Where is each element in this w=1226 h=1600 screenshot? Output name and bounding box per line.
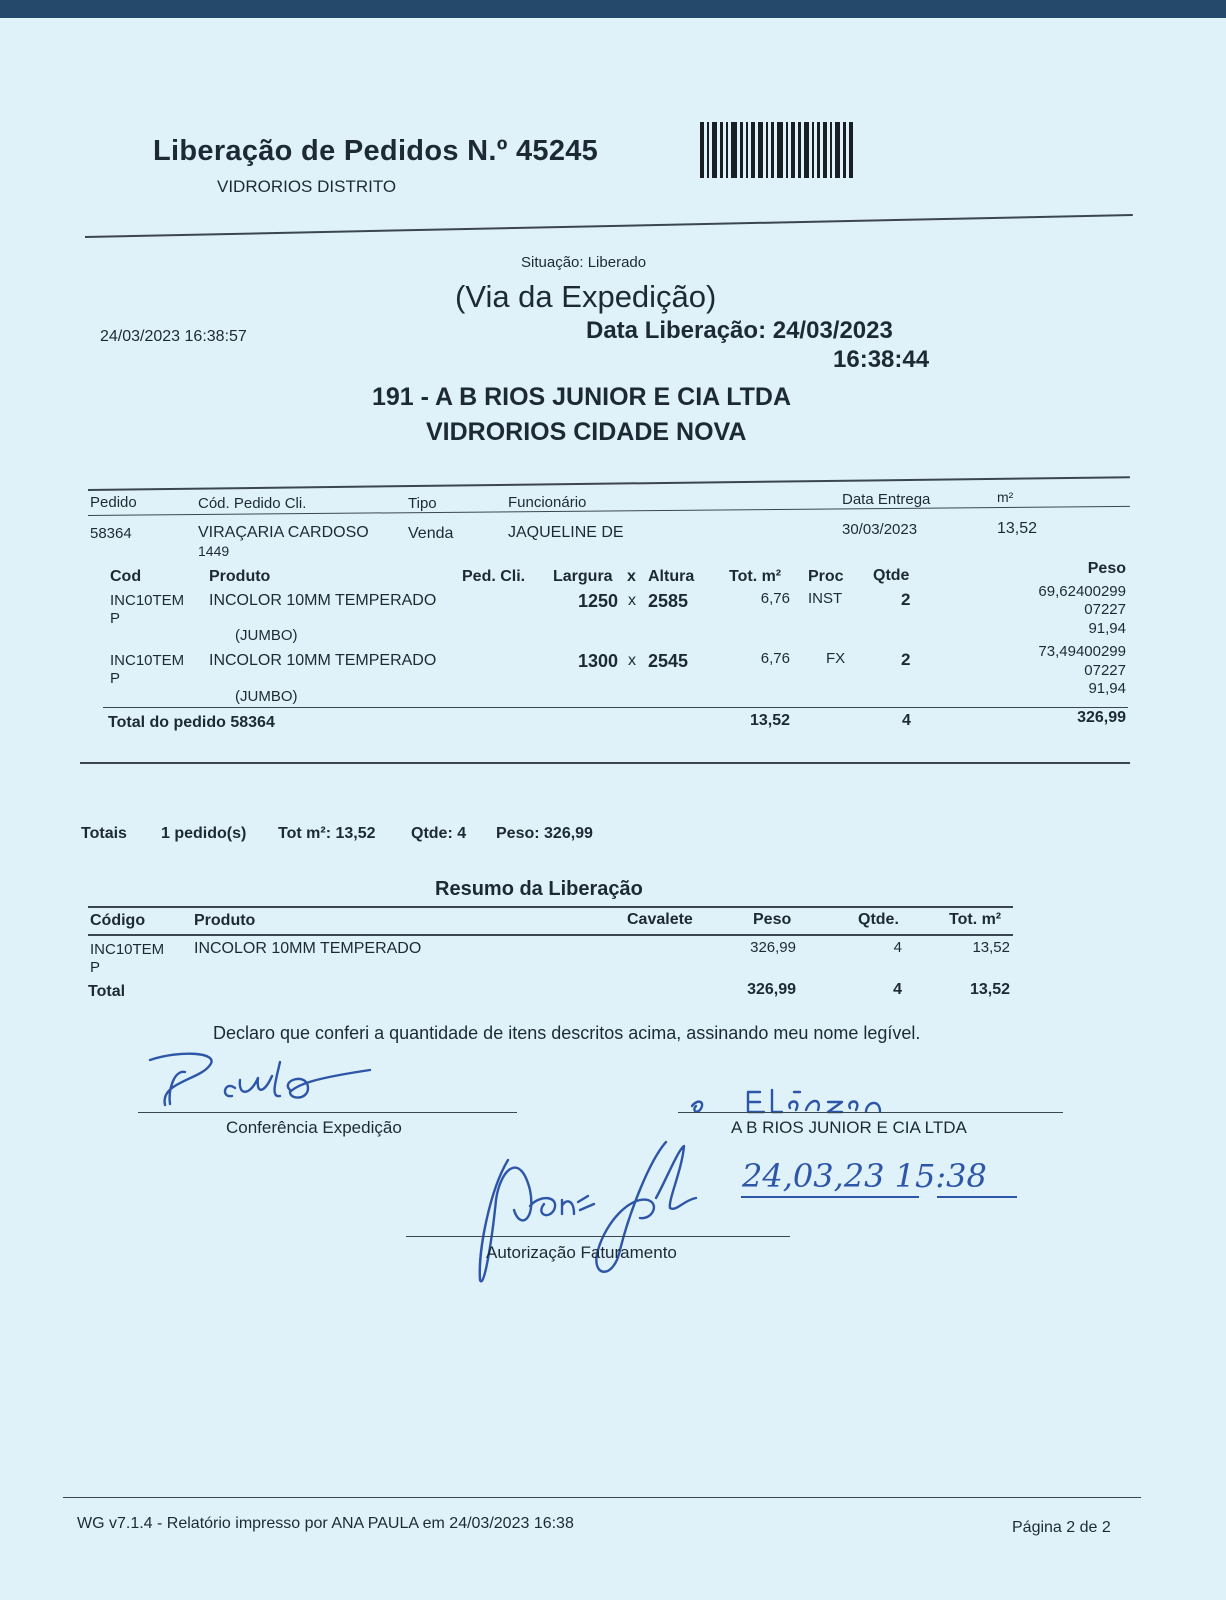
signature-label-autorizacao: Autorização Faturamento [486,1243,677,1262]
divider [88,476,1130,491]
item-proc: FX [826,650,846,667]
totals-label: Totais [81,825,127,842]
barcode [700,122,885,178]
item-largura: 1250 [577,591,618,611]
item-cod-line2: P [110,670,121,687]
col-header-largura: Largura [553,568,613,585]
signature-autorizacao [470,1140,710,1290]
item-qtde: 2 [901,590,911,609]
signature-line [406,1236,790,1237]
total-pedido-label: Total do pedido 58364 [108,714,275,731]
footer-printed-by: WG v7.1.4 - Relatório impresso por ANA PAULA em 24/03/2023 16:38 [77,1515,574,1532]
data-liberacao: Data Liberação: 24/03/2023 [586,317,893,344]
pedido-number: 58364 [90,525,132,542]
item-peso-line2: 07227 [1084,601,1126,618]
signature-line [678,1112,1063,1113]
item-produto-line2: (JUMBO) [235,627,298,644]
resumo-header-peso: Peso [753,911,792,928]
total-pedido-qtde: 4 [902,712,911,729]
resumo-header-produto: Produto [194,912,256,929]
company-name: VIDRORIOS DISTRITO [217,177,397,196]
item-tot-m2: 6,76 [760,590,790,607]
item-x: x [628,592,636,609]
handwritten-month: 03 [792,1157,834,1195]
col-header-cod: Cod [110,568,142,585]
total-pedido-peso: 326,99 [1077,709,1126,726]
resumo-header-tot-m2: Tot. m² [949,911,1002,928]
situacao-label: Situação: Liberado [521,254,647,271]
totals-qtde: Qtde: 4 [411,825,467,842]
col-header-altura: Altura [648,568,695,585]
resumo-title: Resumo da Liberação [435,878,643,900]
signature-conferencia [140,1050,390,1120]
totals-peso: Peso: 326,99 [496,825,593,842]
handwritten-time: 15:38 [894,1157,987,1195]
declaration-text: Declaro que conferi a quantidade de itens descritos acima, assinando meu nome legível. [213,1023,921,1043]
footer-divider [63,1497,1141,1498]
data-entrega-value: 30/03/2023 [842,521,918,538]
cod-pedido-cli-line2: 1449 [198,543,230,559]
data-liberacao-time: 16:38:44 [833,346,930,373]
item-produto: INCOLOR 10MM TEMPERADO [209,652,437,669]
print-timestamp: 24/03/2023 16:38:57 [100,328,247,345]
resumo-codigo: INC10TEM [90,941,165,958]
col-header-proc: Proc [808,568,844,585]
resumo-total-tot-m2: 13,52 [969,981,1010,998]
divider [88,934,1013,936]
resumo-qtde: 4 [893,939,902,956]
item-x: x [628,652,636,669]
item-largura: 1300 [577,651,618,671]
divider [103,707,1128,708]
item-peso: 69,62400299 [1038,583,1126,600]
resumo-total-qtde: 4 [893,981,902,998]
tipo-value: Venda [408,525,454,542]
col-header-data-entrega: Data Entrega [842,491,931,508]
signature-label-conferencia: Conferência Expedição [226,1118,402,1137]
document-edge [0,0,1226,18]
footer-page-number: Página 2 de 2 [1012,1519,1111,1536]
handwritten-year: 23 [843,1157,885,1195]
divider [80,762,1130,764]
client-name: 191 - A B RIOS JUNIOR E CIA LTDA [372,383,792,411]
total-pedido-m2: 13,52 [749,712,790,729]
col-header-x: x [627,568,636,585]
resumo-total-peso: 326,99 [747,981,796,998]
item-peso-line3: 91,94 [1088,620,1126,637]
resumo-header-qtde: Qtde. [858,911,899,928]
divider [88,906,1013,908]
item-produto: INCOLOR 10MM TEMPERADO [209,592,437,609]
totals-m2: Tot m²: 13,52 [278,825,376,842]
divider [85,214,1133,238]
branch-name: VIDRORIOS CIDADE NOVA [426,418,747,446]
cod-pedido-cli: VIRAÇARIA CARDOSO [198,524,369,541]
col-header-funcionario: Funcionário [508,494,587,511]
resumo-peso: 326,99 [750,939,796,956]
item-altura: 2585 [648,591,689,611]
signature-label-cliente: A B RIOS JUNIOR E CIA LTDA [731,1118,967,1137]
resumo-header-codigo: Código [90,912,146,929]
item-cod: INC10TEM [110,652,185,669]
item-produto-line2: (JUMBO) [235,688,298,705]
resumo-produto: INCOLOR 10MM TEMPERADO [194,940,422,957]
handwritten-underline [741,1196,919,1198]
col-header-tot-m2: Tot. m² [729,568,782,585]
resumo-tot-m2: 13,52 [972,939,1010,956]
item-cod-line2: P [110,610,121,627]
item-cod: INC10TEM [110,592,185,609]
item-proc: INST [808,590,843,607]
col-header-qtde: Qtde [873,567,910,584]
m2-value: 13,52 [997,520,1038,537]
col-header-cod-cli: Cód. Pedido Cli. [198,495,307,512]
via-label: (Via da Expedição) [455,279,717,314]
item-peso-line3: 91,94 [1088,680,1126,697]
funcionario-value: JAQUELINE DE [508,524,624,541]
page-title: Liberação de Pedidos N.º 45245 [153,135,599,167]
col-header-ped-cli: Ped. Cli. [462,568,526,585]
item-qtde: 2 [901,650,911,669]
col-header-m2: m² [997,489,1014,505]
item-peso-line2: 07227 [1084,662,1126,679]
resumo-header-cavalete: Cavalete [627,911,693,928]
handwritten-day: 24 [742,1157,783,1195]
item-tot-m2: 6,76 [760,650,790,667]
signature-line [138,1112,517,1113]
col-header-produto: Produto [209,568,271,585]
item-peso: 73,49400299 [1038,643,1126,660]
handwritten-date: 24,03,23 15:38 [742,1157,987,1195]
item-altura: 2545 [648,651,689,671]
handwritten-underline [937,1196,1017,1198]
resumo-codigo-line2: P [90,959,101,976]
col-header-pedido: Pedido [90,494,137,511]
col-header-tipo: Tipo [408,495,437,512]
col-header-peso: Peso [1087,560,1126,577]
totals-pedidos: 1 pedido(s) [161,825,247,842]
signature-cliente [690,1080,920,1120]
resumo-total-label: Total [88,983,126,1000]
